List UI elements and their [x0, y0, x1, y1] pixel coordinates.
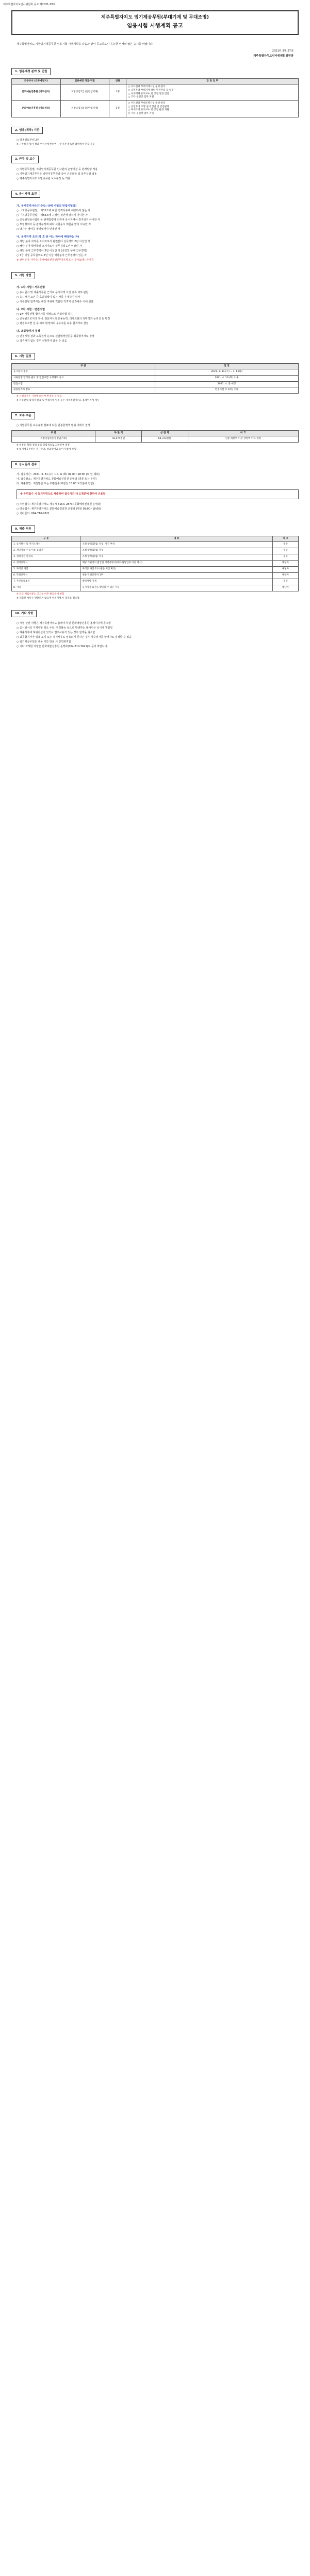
body-line: ○ 응시원서 및 제출서류를 근거로 응시자격 요건 충족 여부 판단	[17, 291, 89, 294]
note-line: ※ 시험일정은 사정에 의하여 변경될 수 있음	[17, 395, 62, 398]
section-heading: 3. 근무 및 보수	[11, 156, 39, 163]
note-line: ※ 연봉은 학력·경력 등을 종합적으로 고려하여 결정	[17, 444, 70, 447]
section-body	[17, 472, 299, 486]
section-intro: ○ 지방공무원 보수규정 별표에 따른 연봉한계액 범위 내에서 결정	[17, 423, 90, 427]
table-row	[12, 579, 299, 585]
section-notes	[17, 592, 299, 601]
body-line: ○ 남자는 병역을 필하였거나 면제된 자	[17, 228, 60, 231]
body-line: ○ 방문접수: 제주특별자치도 문화예술진흥원 운영과 (평일 09:00~18:00)	[17, 507, 101, 511]
body-line: ○ 지방임기제공무원은 일반직공무원과 같이 신분보장 및 복무규정 적용	[17, 172, 97, 176]
section-positions	[11, 68, 299, 117]
body-line: ○ 기타문의: 064-710-7621	[17, 512, 50, 515]
section-heading: 2. 임용(계약) 기간	[11, 127, 43, 134]
title-box	[11, 10, 299, 35]
cell: 해당 기관장이 발급한 경력증명서(직위·담당업무·기간 명시)	[80, 561, 273, 567]
cell: 서류전형 합격자 발표 및 면접시험 시행계획 공고	[12, 375, 155, 381]
section-method	[11, 272, 299, 343]
col-header: 내 용	[80, 536, 273, 542]
body-line: 다. 제출방법 : 직접방문 또는 우편접수(마감일 18:00 도착분에 한함)	[17, 482, 94, 485]
body-line: ○ 지방공무원법, 지방임기제공무원 인사관리 운영지침 등 관계법령 적용	[17, 167, 98, 171]
cell: 해당자	[272, 561, 298, 567]
cell: 소정 양식(붙임) 작성	[80, 554, 273, 561]
body-line: ○ 해당 분야 학사학위 소지자로서 실무경력 1년 이상인 자	[17, 245, 82, 248]
cell: 2021. 4. 중 예정	[155, 381, 299, 387]
section-body	[17, 138, 299, 147]
section-heading: 6. 시험 일정	[11, 353, 35, 360]
table-row	[12, 542, 299, 548]
cell: 지방공업7급(일반임기제)	[12, 436, 95, 443]
cell: 7. 주민등록초본	[12, 579, 80, 585]
cell: 2. 개인정보 수집·이용 동의서	[12, 548, 80, 554]
cell: 4. 경력증명서	[12, 561, 80, 567]
table-row	[12, 554, 299, 561]
cell: 병역사항 기재	[80, 579, 273, 585]
col-header: 하 한 액	[95, 430, 142, 436]
body-line: ○ 1차 서류전형 합격자를 대상으로 면접시험 실시	[17, 313, 73, 316]
table-row	[12, 436, 299, 443]
cell: 응시자격 요건을 확인할 수 있는 서류	[80, 585, 273, 591]
section-notes	[17, 444, 299, 452]
section-etc	[11, 610, 299, 649]
title-line-2: 임용시험 시행계획 공고	[127, 23, 183, 29]
cell: 1. 응시원서 및 자기소개서	[12, 542, 80, 548]
schedule-table	[11, 363, 299, 394]
cell: 6. 학위증명서	[12, 573, 80, 579]
duty-line: ○ 부대기계 유지보수 및 공연 안전 점검	[128, 92, 169, 95]
cell: 필수	[272, 542, 298, 548]
notice-date: 2021년 3월 27일	[272, 49, 293, 53]
col-header: 담 당 업 무	[126, 78, 299, 84]
table-row	[12, 548, 299, 554]
note-line: ※ 제출된 서류는 반환하지 않으며 허위기재 시 합격을 취소함	[17, 597, 80, 600]
document-number: 제주특별자치도인사위원회 공고 제2021-38호	[3, 3, 56, 6]
section-body	[17, 204, 299, 263]
section-eligibility	[11, 191, 299, 263]
cell-num: 1명	[109, 100, 126, 117]
body-line: ○ 기타 자세한 사항은 문화예술진흥원 운영과(064-710-7621)로 문의 바랍니다.	[17, 645, 108, 648]
subheading: 나. 응시자격 요건(각 호 중 어느 하나에 해당하는 자)	[17, 235, 79, 239]
body-line: ○ 서류전형 합격자는 해당 직위에 적합한 적격자 중 5배수 이내 선발	[17, 300, 94, 303]
duty-line: ○ 무대조명 유지보수 및 공연 운영 지원	[128, 109, 169, 112]
cell: 해당자	[272, 567, 298, 573]
body-line: ○ 부정행위자 등 관계규정에 따라 시험응시 제한을 받지 아니한 자	[17, 223, 91, 226]
section-body	[17, 502, 299, 516]
cell: 42,974천원	[95, 436, 142, 443]
section-notes	[17, 395, 299, 403]
cell: 면접시험	[12, 381, 155, 387]
body-line: ○ 「지방공무원법」 제66조에 규정된 정년에 달하지 아니한 자	[17, 214, 88, 217]
section-heading: 9. 제출 서류	[11, 526, 35, 533]
col-header: 구 분	[12, 363, 155, 369]
body-line: ○ 「지방공무원법」 제31조에 따른 결격사유에 해당하지 않는 자	[17, 209, 90, 212]
col-header: 비 고	[188, 430, 298, 436]
cell: 면접시험 후 10일 이내	[155, 387, 299, 394]
col-header: 임용예정 직급·직렬	[60, 78, 109, 84]
cell: 64,374천원	[141, 436, 188, 443]
body-line: 나. 접수장소 : 제주특별자치도 문화예술진흥원 운영과 (방문 또는 우편)	[17, 477, 97, 481]
col-header: 근무부서 (근무예정지)	[12, 78, 61, 84]
section-body	[17, 621, 299, 649]
note-line: ※ 관련분야 자격증: 무대예술전문인(무대기계 또는 무대조명) 자격증	[17, 259, 94, 262]
cell: 8. 기타	[12, 585, 80, 591]
title-line-1: 제주특별자치도 임기제공무원(부대기계 및 무대조명)	[101, 15, 209, 20]
intro-text: 제주특별자치도 지방임기제공무원 임용시험 시행계획을 다음과 같이 공고하오니 유능한 인재의 많은 응시를 바랍니다.	[17, 43, 154, 46]
cell-num: 1명	[109, 84, 126, 101]
duty-line: ○ 공연무대 조명 설비 점검 및 안전관리	[128, 105, 169, 108]
section-heading: 4. 응시자격 요건	[11, 191, 40, 198]
cell: 소정 양식(붙임) 작성, 사진 부착	[80, 542, 273, 548]
section-heading: 1. 임용예정 분야 및 인원	[11, 68, 51, 75]
col-header: 인원	[109, 78, 126, 84]
cell: 필수	[272, 554, 298, 561]
cell-duties	[126, 84, 299, 101]
salary-table	[11, 430, 299, 443]
body-line: ○ 7급 이상 공무원으로 2년 이상 해당분야 근무경력이 있는 자	[17, 254, 87, 258]
section-term	[11, 127, 299, 147]
table-row	[12, 100, 299, 117]
table-row	[12, 561, 299, 567]
body-line: ○ 제주특별자치도 지방공무원 보수규정 등 적용	[17, 177, 71, 180]
subheading: 나. 2차 시험 : 면접시험	[17, 308, 45, 311]
note-line: ※ 서류전형 합격자 발표 및 면접시험 일정 등은 제주특별자치도 홈페이지에 게시	[17, 399, 100, 402]
section-body	[17, 285, 299, 343]
body-line: ○ 평정요소별 상·중·하로 평정하며 우수자를 최종 합격자로 결정	[17, 322, 89, 326]
section-body	[17, 167, 299, 181]
table-row	[12, 84, 299, 101]
cell: 자격증 사본 1부 (원본 지참 확인)	[80, 567, 273, 573]
section-application	[11, 461, 299, 516]
table-row	[12, 573, 299, 579]
cell: 해당자	[272, 585, 298, 591]
body-line: ○ 최종합격자가 임용 포기 또는 결격사유로 임용되지 못하는 경우 차순위자를 합격자로 결정할 수 있음	[17, 635, 132, 639]
body-line: ○ 공무원으로서의 자세, 전문지식과 응용능력, 의사표현의 정확성과 논리성 등 평정	[17, 317, 110, 321]
body-line: ○ 임용일로부터 2년	[17, 138, 40, 142]
duty-line: ○ 기타 공연장 업무 지원	[128, 112, 154, 115]
body-line: ○ 면접시험 결과 고득점자 순으로 선발예정인원을 최종합격자로 결정	[17, 334, 94, 338]
cell: 2021. 3. 31.(수) ~ 4. 6.(화)	[155, 369, 299, 376]
issuer: 제주특별자치도인사위원회위원장	[253, 54, 293, 58]
col-header: 구 분	[12, 430, 95, 436]
body-line: ○ 임기제공무원은 채용 기간 만료 시 당연퇴직함	[17, 640, 71, 643]
subheading: 가. 응시결격사유(기준일: 당해 시험의 면접시험일)	[17, 204, 77, 208]
body-line: ○ 해당 분야 자격증 소지자로서 관련분야 실무경력 2년 이상인 자	[17, 240, 90, 244]
body-line: ○ 해당 분야 근무경력이 3년 이상인 자 (공연장 무대 근무경력)	[17, 249, 87, 253]
table-row	[12, 381, 299, 387]
duty-line: ○ 기타 공연장 업무 지원	[128, 96, 154, 99]
col-header: 구 분	[12, 536, 80, 542]
subheading: 가. 1차 시험 : 서류전형	[17, 286, 45, 290]
duty-line: ○ 아트센터 부대기계시설 운영·관리	[128, 86, 166, 89]
cell-dept: 문화예술진흥원 (아트센터)	[12, 100, 61, 117]
section-heading: 7. 보수 수준	[11, 412, 35, 419]
cell: 5. 자격증 사본	[12, 567, 80, 573]
section-heading: 10. 기타 사항	[11, 610, 37, 617]
cell: 필수	[272, 548, 298, 554]
cell-grade: 지방공업7급 (일반임기제)	[60, 84, 109, 101]
section-pay	[11, 156, 299, 181]
table-row	[12, 387, 299, 394]
cell: 소정 양식(붙임) 작성	[80, 548, 273, 554]
cell: 2021. 4. 13.(화) 이후	[155, 375, 299, 381]
cell-dept: 문화예술진흥원 (아트센터)	[12, 84, 61, 101]
col-header: 일 정	[155, 363, 299, 369]
cell: 해당자	[272, 573, 298, 579]
cell: 연봉 하한액 이상 상한액 이하 결정	[188, 436, 298, 443]
table-row	[12, 567, 299, 573]
cell: 3. 경력기간 산정표	[12, 554, 80, 561]
duty-line: ○ 아트센터 무대조명시설 운영·관리	[128, 101, 166, 105]
body-line: ○ 응시자격 요건 중 초과경력이 있는 자를 우대하여 평가	[17, 295, 80, 299]
positions-table	[11, 78, 299, 117]
notice-box: ※ 우편접수 시 등기우편으로 제출하며 접수기간 내 도착분에 한하여 유효함	[17, 489, 299, 499]
section-salary	[11, 412, 299, 452]
subheading: 다. 최종합격자 결정	[17, 330, 40, 333]
cell-duties	[126, 100, 299, 117]
table-row	[12, 585, 299, 591]
body-line: ○ 적격자가 없는 경우 선발하지 않을 수 있음	[17, 339, 67, 343]
cell: 최종합격자 발표	[12, 387, 155, 394]
note-line: ※ 근무실적 평가 결과 우수자에 한하여 근무기간 총 5년 범위에서 연장 가능	[17, 143, 95, 146]
section-documents	[11, 526, 299, 601]
body-line: ○ 공무원임용시험령 등 관계법령에 의하여 응시자격이 정지되지 아니한 자	[17, 218, 100, 222]
body-line: ○ 우편접수: 제주특별자치도 제주시 516로 2873 (문화예술진흥원 운영과)	[17, 502, 102, 506]
documents-table	[11, 536, 299, 591]
section-heading: 5. 시험 방법	[11, 272, 35, 279]
body-line: 가. 접수기간 : 2021. 3. 31.(수) ~ 4. 6.(화) 09:00~18:00 (토·일 제외)	[17, 472, 100, 476]
cell: 최종 학위증명서 1부	[80, 573, 273, 579]
table-row	[12, 369, 299, 376]
col-header: 상 한 액	[141, 430, 188, 436]
duty-line: ○ 공연무대 부대기계 설비 안전관리 등 업무	[128, 89, 174, 92]
col-header: 비 고	[272, 536, 298, 542]
section-schedule	[11, 353, 299, 403]
note-line: ※ 임기제공무원은 정근수당, 성과상여금 등이 연봉에 포함	[17, 448, 77, 451]
table-row	[12, 375, 299, 381]
body-line: ○ 시험 관련 사항은 제주특별자치도 홈페이지 및 문화예술진흥원 홈페이지에 공고함	[17, 621, 111, 625]
cell: 응시원서 접수	[12, 369, 155, 376]
body-line: ○ 응시원서의 기재사항 착오·누락, 연락불능 등으로 발생하는 불이익은 응시자 책임임	[17, 626, 113, 630]
cell-grade: 지방공업7급 (일반임기제)	[60, 100, 109, 117]
body-line: ○ 제출서류에 허위사실이 있거나 결격사유가 있는 경우 합격을 취소함	[17, 631, 95, 634]
note-line: ※ 모든 제출서류는 공고일 이후 발급분에 한함	[17, 593, 64, 596]
section-heading: 8. 응시원서 접수	[11, 461, 40, 468]
cell: 필수	[272, 579, 298, 585]
